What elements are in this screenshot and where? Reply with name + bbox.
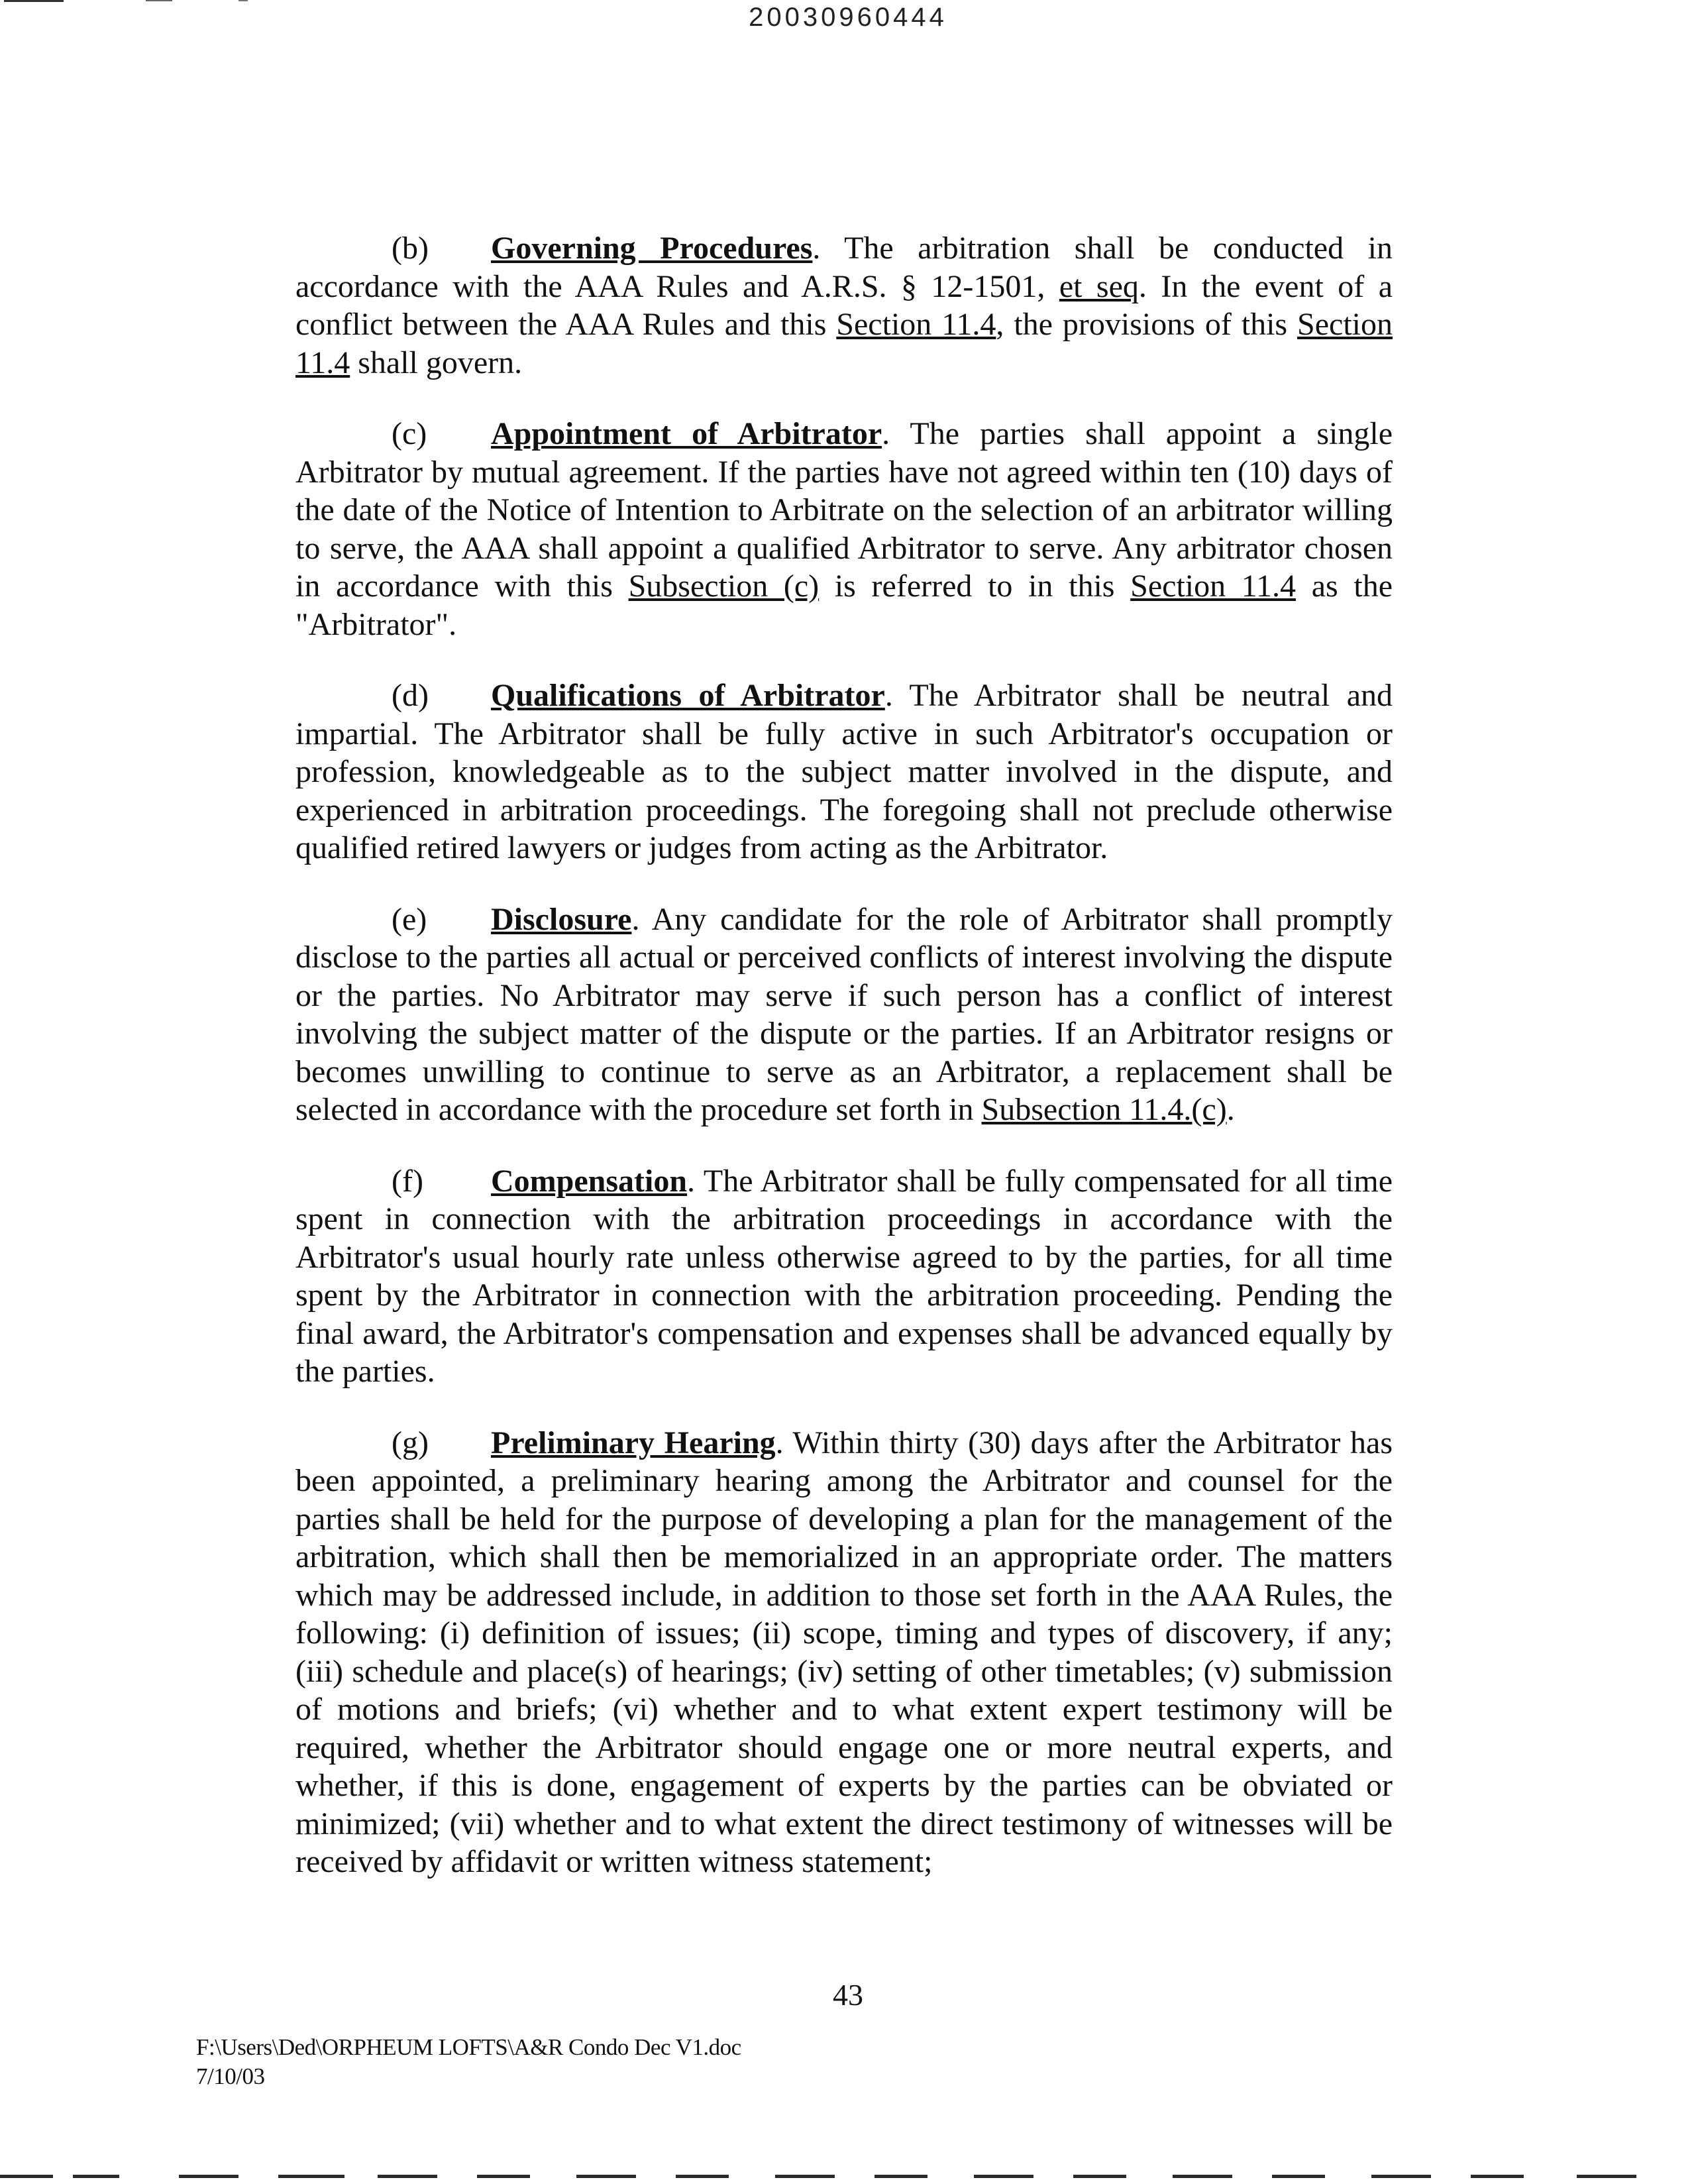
- scan-mark: [1073, 2175, 1126, 2178]
- scan-mark: [73, 2175, 119, 2178]
- paragraph-text: shall govern.: [350, 345, 523, 380]
- paragraph-text: . Any candidate for the role of Arbitrator shall promptly disclose to the parties all actual or perceived conflicts of interest involving the dispute or the parties. No Arbitrator may serve if such person has a conflict of interest involving the subject matter of the dispute or the parties. If an Arbitrator resigns or becomes unwilling to continue to serve as an Arbitrator, a replacement shall be selected in accordance with the procedure set forth in: [295, 901, 1393, 1127]
- paragraph-f: [295, 1162, 1393, 1391]
- paragraph-label: (b): [392, 231, 429, 266]
- paragraph-heading: Appointment of Arbitrator: [491, 416, 882, 451]
- scan-mark: [4, 0, 64, 2]
- scan-mark: [1173, 2175, 1232, 2178]
- paragraph-text: . In the event of a conflict between the AAA Rules and this: [295, 268, 1393, 342]
- cross-reference: Section 11.4: [295, 307, 1393, 380]
- scan-mark: [1577, 2175, 1636, 2178]
- page-number: 43: [833, 1978, 863, 2012]
- footer: [196, 2033, 741, 2091]
- paragraph-c: [295, 415, 1393, 643]
- paragraph-heading: Disclosure: [491, 901, 632, 937]
- paragraph-label: (c): [392, 416, 427, 451]
- paragraph-text: . The parties shall appoint a single Arbitrator by mutual agreement. If the parties have not agreed within ten (10) days of the date of the Notice of Intention to Arbitrate on the selection of an arbitrator willing to serve, the AAA shall appoint a qualified Arbitrator to serve. Any arbitrator chosen in accordance with this: [295, 416, 1393, 604]
- scan-mark: [0, 2175, 53, 2178]
- cross-reference: Subsection 11.4.(c): [981, 1092, 1227, 1127]
- cross-reference: Section 11.4: [1130, 569, 1297, 604]
- paragraph-text: . Within thirty (30) days after the Arbitrator has been appointed, a preliminary hearing among the Arbitrator and counsel for the parties shall be held for the purpose of developing a plan for the management of the arbitration, which shall then be memorialized in an appropriate order. The matters which may be addressed include, in addition to those set forth in the AAA Rules, the following: (i) definition of issues; (ii) scope, timing and types of discovery, if any; (iii) schedule and place(s) of hearings; (iv) setting of other timetables; (v) submission of motions and briefs; (vi) whether and to what extent expert testimony will be required, whether the Arbitrator should engage one or more neutral experts, and whether, if this is done, engagement of experts by the parties can be obviated or minimized; (vii) whether and to what extent the direct testimony of witnesses will be received by affidavit or written witness statement;: [295, 1425, 1393, 1879]
- scan-mark: [238, 0, 248, 1]
- document-body: [295, 229, 1393, 1914]
- paragraph-b: [295, 229, 1393, 382]
- paragraph-text: . The Arbitrator shall be fully compensated for all time spent in connection with the arbitration proceedings in accordance with the Arbitrator's usual hourly rate unless otherwise agreed to by the parties, for all time spent by the Arbitrator in connection with the arbitration proceeding. Pending the final award, the Arbitrator's compensation and expenses shall be advanced equally by the parties.: [295, 1163, 1393, 1389]
- footer-file-path: F:\Users\Ded\ORPHEUM LOFTS\A&R Condo Dec V1.doc: [196, 2034, 741, 2060]
- scan-mark: [676, 2175, 729, 2178]
- paragraph-heading: Preliminary Hearing: [491, 1425, 776, 1460]
- paragraph-label: (d): [392, 678, 429, 713]
- scan-bottom-marks: [0, 2172, 1696, 2181]
- scan-mark: [1272, 2175, 1325, 2178]
- paragraph-text: . The arbitration shall be conducted in accordance with the AAA Rules and A.R.S. § 12-1501,: [295, 231, 1393, 304]
- paragraph-label: (e): [392, 901, 427, 937]
- paragraph-label: (g): [392, 1425, 429, 1460]
- paragraph-text: as the "Arbitrator".: [295, 569, 1393, 642]
- scan-mark: [974, 2175, 1034, 2178]
- paragraph-e: [295, 901, 1393, 1129]
- cross-reference: Subsection (c): [628, 569, 820, 604]
- paragraph-text: is referred to in this: [819, 569, 1131, 604]
- scan-mark: [576, 2175, 636, 2178]
- cross-reference: et seq: [1059, 268, 1139, 304]
- scan-mark: [146, 0, 172, 1]
- footer-date: 7/10/03: [196, 2063, 265, 2089]
- scan-mark: [775, 2175, 835, 2178]
- paragraph-heading: Compensation: [491, 1163, 688, 1199]
- paragraph-heading: Governing Procedures: [491, 231, 813, 266]
- paragraph-d: [295, 677, 1393, 867]
- paragraph-g: [295, 1424, 1393, 1881]
- scan-mark: [477, 2175, 530, 2178]
- scan-mark: [874, 2175, 928, 2178]
- scan-mark: [278, 2175, 344, 2178]
- paragraph-text: . The Arbitrator shall be neutral and impartial. The Arbitrator shall be fully active in such Arbitrator's occupation or profession, knowledgeable as to the subject matter involved in the dispute, and experienced in arbitration proceedings. The foregoing shall not preclude otherwise qualified retired lawyers or judges from acting as the Arbitrator.: [295, 678, 1393, 865]
- document-number: 20030960444: [749, 3, 947, 32]
- paragraph-text: , the provisions of this: [996, 307, 1298, 342]
- paragraph-heading: Qualifications of Arbitrator: [491, 678, 885, 713]
- cross-reference: Section 11.4: [836, 307, 996, 342]
- paragraph-label: (f): [392, 1163, 423, 1199]
- scan-mark: [378, 2175, 437, 2178]
- paragraph-text: .: [1226, 1092, 1235, 1127]
- scan-mark: [179, 2175, 238, 2178]
- scan-mark: [1471, 2175, 1524, 2178]
- scan-mark: [1371, 2175, 1431, 2178]
